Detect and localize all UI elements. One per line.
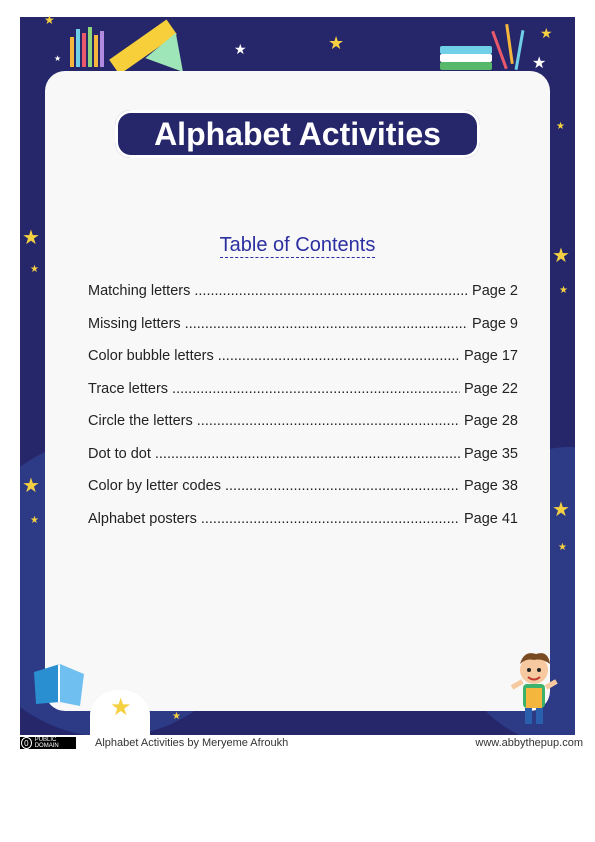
- leader-dots: [225, 478, 460, 494]
- toc-entry-label: Color bubble letters: [88, 348, 214, 364]
- leader-dots: [172, 381, 460, 397]
- star-icon: ★: [44, 13, 55, 27]
- leader-dots: [197, 413, 460, 429]
- star-icon: ★: [559, 285, 568, 296]
- star-icon: ★: [558, 542, 567, 553]
- toc-entry[interactable]: [88, 283, 518, 316]
- toc-entry-page: Page 9: [472, 315, 518, 332]
- toc-entry-label: Matching letters: [88, 283, 191, 299]
- star-icon: ★: [30, 515, 39, 526]
- title-banner: [115, 110, 480, 158]
- star-icon: ★: [172, 711, 181, 722]
- public-domain-icon: 0: [21, 737, 32, 749]
- leader-dots: [185, 316, 468, 332]
- toc-entry-page: Page 22: [463, 380, 518, 397]
- star-icon: ★: [54, 54, 62, 63]
- open-book-icon: [30, 662, 90, 706]
- toc-entry-page: Page 28: [463, 413, 518, 429]
- license-badge-text: PUBLIC DOMAIN: [34, 737, 59, 749]
- star-icon: ★: [552, 245, 570, 267]
- toc-entry[interactable]: [88, 413, 518, 446]
- toc-entry-label: Trace letters: [88, 380, 169, 397]
- toc-entry-label: Circle the letters: [88, 413, 193, 429]
- star-icon: ★: [552, 499, 570, 521]
- leader-dots: [218, 348, 460, 364]
- toc-entry-page: Page 2: [472, 283, 518, 299]
- toc-entry[interactable]: [88, 511, 518, 544]
- star-icon: ★: [328, 33, 345, 53]
- toc-entry-page: Page 38: [463, 478, 518, 494]
- table-of-contents: [88, 283, 518, 543]
- toc-entry[interactable]: [88, 316, 518, 349]
- footer: [0, 735, 595, 751]
- child-illustration-icon: [508, 648, 560, 730]
- star-icon: ★: [22, 475, 40, 497]
- toc-heading-text[interactable]: Table of Contents: [219, 234, 376, 256]
- footer-credit: Alphabet Activities by Meryeme Afroukh: [95, 737, 289, 749]
- footer-website-link[interactable]: www.abbythepup.com: [475, 737, 583, 749]
- toc-entry[interactable]: [88, 478, 518, 511]
- toc-entry-label: Color by letter codes: [88, 478, 221, 494]
- star-icon: ★: [30, 264, 39, 275]
- leader-dots: [155, 446, 460, 462]
- toc-entry-page: Page 35: [463, 445, 518, 462]
- toc-heading: [0, 234, 595, 257]
- star-icon: ★: [540, 25, 553, 41]
- toc-entry-label: Dot to dot: [88, 445, 151, 462]
- leader-dots: [194, 283, 468, 299]
- toc-entry-label: Alphabet posters: [88, 510, 197, 527]
- star-icon: ★: [532, 55, 547, 72]
- toc-entry[interactable]: [88, 381, 518, 414]
- toc-entry-page: Page 17: [463, 348, 518, 364]
- toc-entry[interactable]: [88, 446, 518, 479]
- toc-entry[interactable]: [88, 348, 518, 381]
- star-icon: ★: [234, 41, 247, 57]
- leader-dots: [201, 511, 460, 527]
- toc-entry-page: Page 41: [463, 510, 518, 527]
- books-icon: [440, 46, 492, 70]
- star-icon: ★: [556, 121, 565, 132]
- star-icon: ★: [110, 694, 132, 721]
- document-title: Alphabet Activities: [154, 115, 441, 152]
- star-icon: ★: [22, 227, 40, 249]
- public-domain-badge[interactable]: [20, 737, 76, 749]
- toc-entry-label: Missing letters: [88, 315, 181, 332]
- pencils-icon: [68, 25, 108, 67]
